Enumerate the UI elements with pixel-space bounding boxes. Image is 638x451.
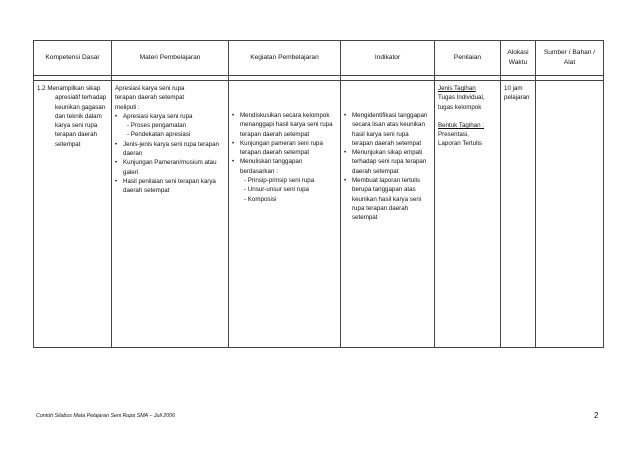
kegiatan-dash-1: - Prinsip-prinsip seni rupa	[244, 177, 315, 185]
materi-bullet-3: • Kunjungan Pameran/musium atau galeri	[115, 158, 225, 177]
materi-dash-1: - Proses pengamatan	[127, 122, 187, 130]
materi-bullet-2: • Jenis-jenis karya seni rupa terapan daeran	[115, 140, 225, 159]
materi-dash-2: - Pendekatan apresiasi	[127, 131, 191, 139]
cell-indikator	[341, 81, 435, 348]
cell-sumber	[536, 81, 604, 348]
table-row	[34, 81, 604, 348]
alokasi-line-2: pelajaran	[504, 94, 530, 102]
indikator-bullet-2: • Menunjukan sikap empati terhadap seni rupa terapan daerah setempat	[344, 148, 431, 176]
materi-intro-1: Apresiasi karya seni rupa	[115, 85, 185, 92]
cell-penilaian	[435, 81, 501, 348]
header-alokasi: Alokasi Waktu	[501, 41, 536, 76]
header-sumber: Sumber / Bahan / Alat	[536, 41, 604, 76]
kegiatan-bullet-2: • Kunjungan pameran seni rupa terapan daerah setempat	[232, 139, 337, 158]
penilaian-heading-2: Bentuk Tagihan :	[438, 121, 484, 129]
header-indikator: Indikator	[341, 41, 435, 76]
kegiatan-sub-label: berdasarkan :	[240, 167, 278, 175]
penilaian-line-3: Presentasi,	[438, 131, 469, 139]
alokasi-line-1: 10 jam	[504, 85, 523, 92]
materi-bullet-4: • Hasil penilaian seni terapan karya daerah setempat	[115, 177, 225, 196]
kegiatan-dash-3: - Komposisi	[244, 195, 277, 203]
header-materi: Materi Pembelajaran	[112, 41, 229, 76]
cell-alokasi	[501, 81, 536, 348]
kd-text: 1.2 Menampilkan sikap apresiatif terhadap keunikan gagasan dan teknik dalam karya seni rupa terapan daerah setempat	[37, 85, 107, 148]
cell-kompetensi-dasar	[34, 81, 112, 348]
footer-text: Contoh Silabus Mata Pelajaran Seni Rupa SMA – Juli 2006	[36, 413, 176, 419]
silabus-table	[33, 40, 604, 348]
header-kegiatan: Kegiatan Pembelajaran	[229, 41, 341, 76]
materi-intro-3: meliputi :	[115, 103, 140, 111]
penilaian-line-1: Tugas Individual,	[438, 94, 485, 102]
page-number: 2	[594, 411, 599, 420]
header-penilaian: Penilaian	[435, 41, 501, 76]
header-row	[34, 41, 604, 76]
indikator-bullet-3: • Membuat laporan tertulis berupa tanggapan atas keunikan hasil karya seni rupa terapan daerah setempat	[344, 176, 431, 222]
cell-kegiatan	[229, 81, 341, 348]
kegiatan-bullet-1: • Mendiskusikan secara kelompok menanggapi hasil karya seni rupa terapan daerah setempat	[232, 111, 337, 139]
penilaian-heading-1: Jenis Tagihan	[438, 85, 476, 92]
penilaian-line-4: Laporan Tertulis	[438, 140, 482, 148]
kegiatan-dash-2: - Unsur-unsur seni rupa	[244, 186, 309, 194]
materi-bullet-1: • Apresiasi karya seni rupa	[115, 112, 225, 121]
materi-intro-2: terapan daerah setempat	[115, 94, 185, 102]
kegiatan-bullet-3: • Menuliskan tanggapan	[232, 157, 337, 166]
header-kompetensi-dasar: Kompetensi Dasar	[34, 41, 112, 76]
indikator-bullet-1: • Mengidentifikasi tanggapan secara lisan atas keunikan hasil karya seni rupa terapan daerah setempat	[344, 111, 431, 148]
cell-materi	[112, 81, 229, 348]
penilaian-line-2: tugas kelompok	[438, 103, 482, 111]
